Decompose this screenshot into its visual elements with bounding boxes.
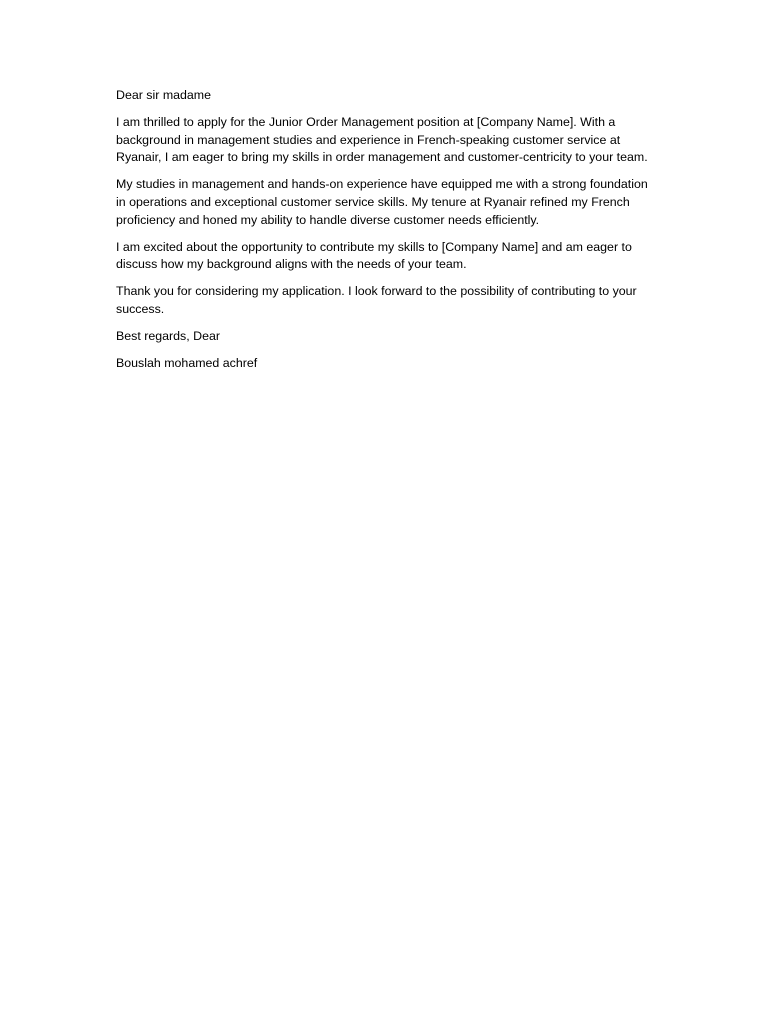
paragraph-opportunity: I am excited about the opportunity to contribute my skills to [Company Name] and am eager to discuss how my background aligns with the needs of your team.	[116, 239, 632, 272]
salutation: Dear sir madame	[116, 88, 212, 102]
paragraph-intro: I am thrilled to apply for the Junior Order Management position at [Company Name]. With a background in management studies and experience in French-speaking customer service at Ryanair, I am eager to bring my skills in order management and customer-centricity to your team.	[116, 115, 648, 165]
paragraph-experience: My studies in management and hands-on experience have equipped me with a strong foundation in operations and exceptional customer service skills. My tenure at Ryanair refined my French proficiency and honed my ability to handle diverse customer needs efficiently.	[116, 177, 648, 227]
signature: Bouslah mohamed achref	[116, 356, 258, 371]
closing: Best regards, Dear	[116, 329, 220, 344]
paragraph-thanks: Thank you for considering my application. I look forward to the possibility of contributing to your success.	[116, 284, 637, 316]
cover-letter	[116, 87, 656, 382]
